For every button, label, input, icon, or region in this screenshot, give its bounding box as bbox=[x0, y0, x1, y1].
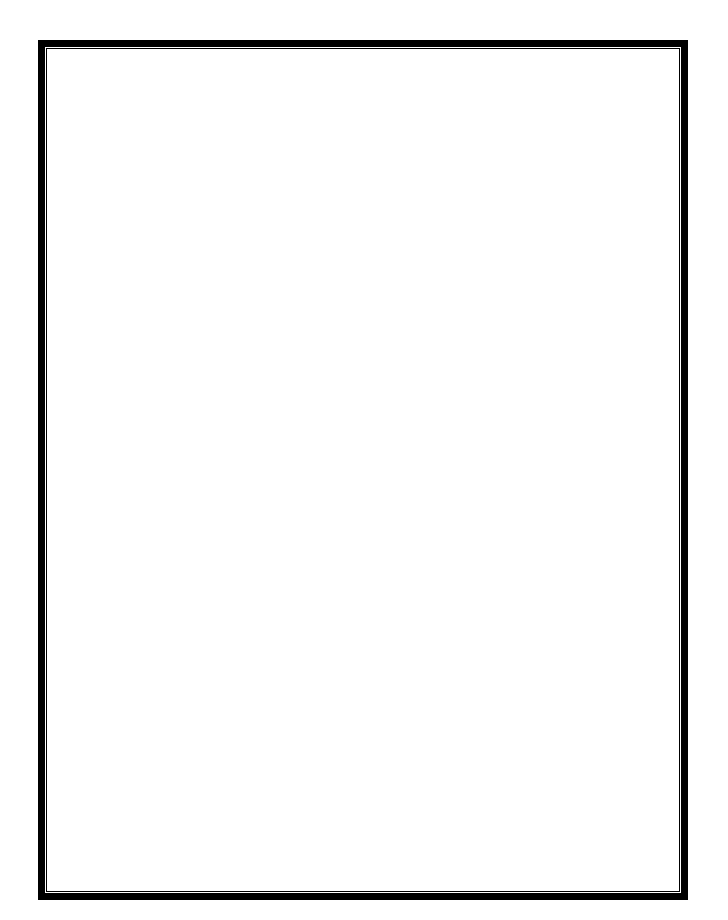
page-inner-border bbox=[44, 46, 682, 894]
page-frame bbox=[38, 40, 688, 900]
text-area bbox=[61, 63, 665, 877]
page-number bbox=[0, 8, 728, 34]
manzil-footer bbox=[0, 902, 728, 920]
